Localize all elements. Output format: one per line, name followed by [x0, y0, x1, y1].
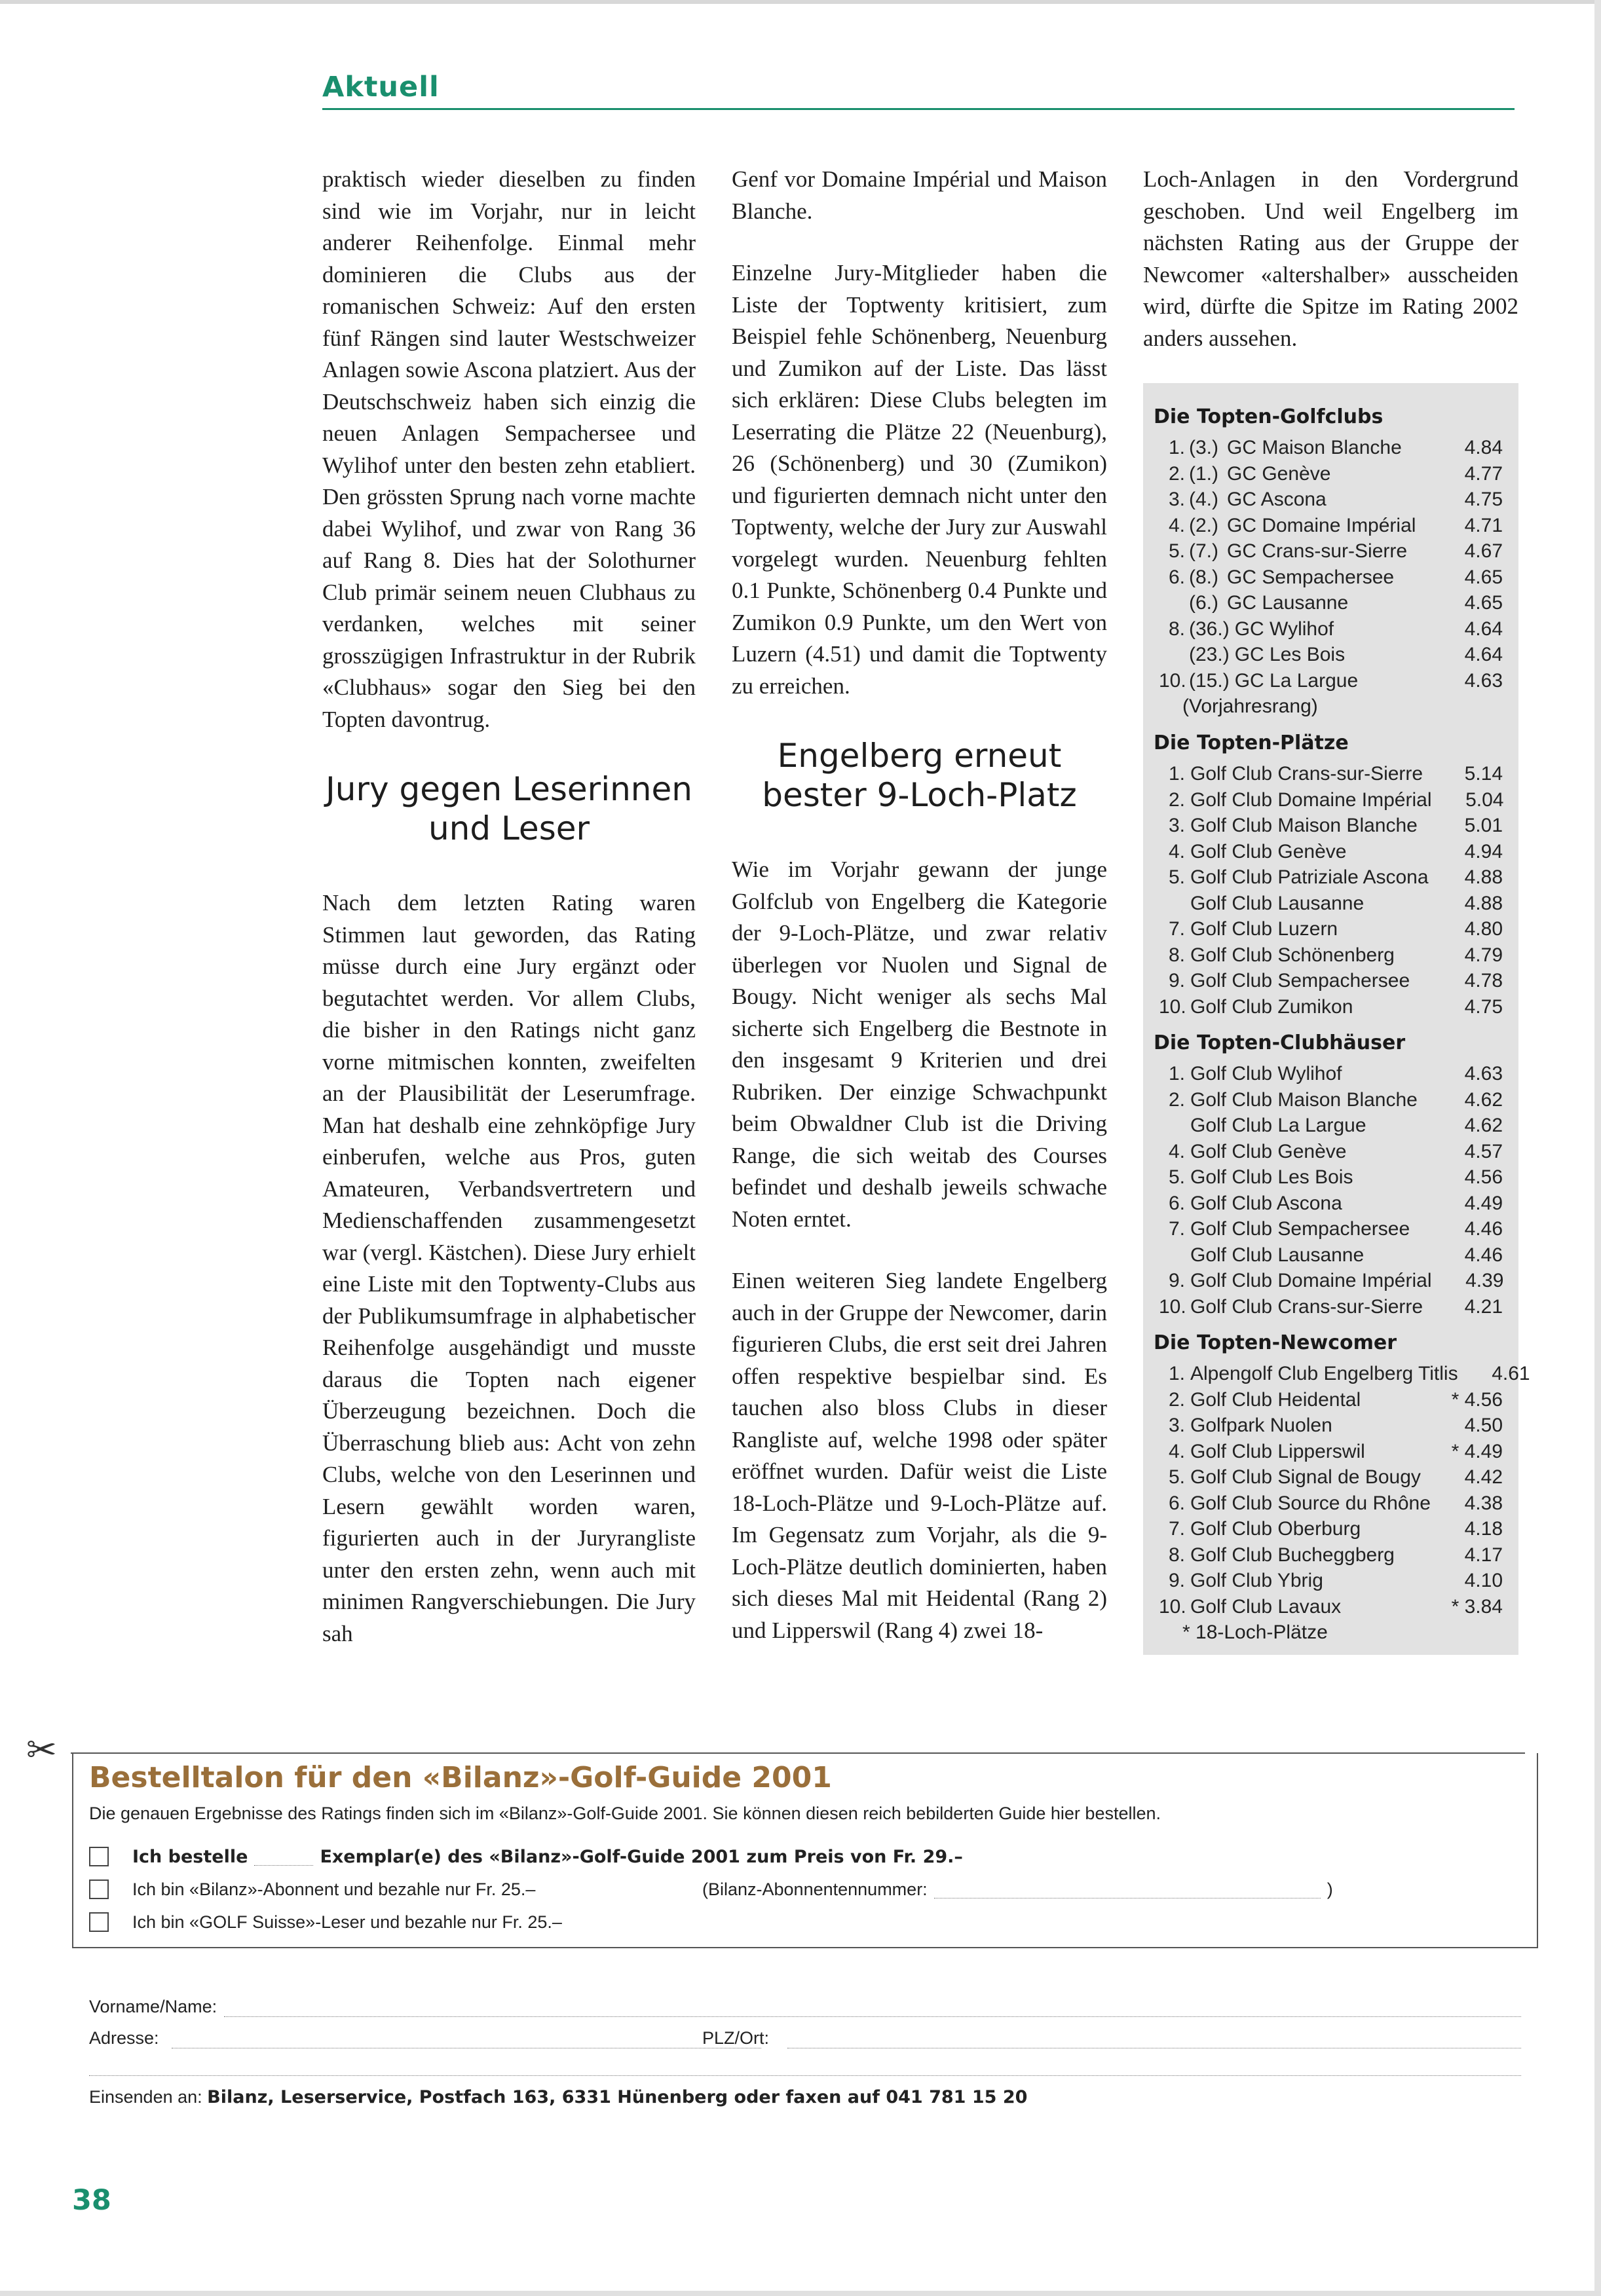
order-coupon	[72, 1753, 1538, 2107]
ranking-row	[1143, 435, 1518, 461]
ranking-score: 5.01	[1464, 815, 1503, 836]
ranking-rank: 8.	[1168, 1544, 1185, 1566]
ranking-club-name: GC Ascona	[1227, 489, 1327, 510]
subheading-engelberg: Engelberg erneut bester 9-Loch-Platz	[762, 737, 1077, 814]
ranking-rank: 6.	[1168, 566, 1185, 588]
ranking-row	[1143, 461, 1518, 487]
ranking-row	[1143, 1361, 1530, 1387]
checkbox-golf-suisse-reader[interactable]	[89, 1912, 109, 1932]
ranking-score: 4.64	[1464, 644, 1503, 665]
ranking-score: 4.61	[1492, 1363, 1530, 1384]
ranking-row	[1143, 1164, 1518, 1191]
ranking-rank: 4.	[1168, 840, 1185, 862]
ranking-row	[1143, 565, 1518, 591]
scan-edge-right	[1594, 0, 1601, 2296]
ranking-row	[1143, 1491, 1518, 1517]
ranking-row	[1143, 668, 1518, 694]
send-address	[89, 2087, 1027, 2107]
ranking-rank	[1159, 642, 1185, 668]
page-number: 38	[72, 2184, 111, 2217]
send-label: Einsenden an:	[89, 2087, 202, 2107]
ranking-row	[1143, 1191, 1518, 1217]
ranking-club-name: Golf Club Source du Rhône	[1190, 1492, 1431, 1514]
ranking-rank: 2.	[1168, 1388, 1185, 1411]
ranking-score: 4.80	[1464, 918, 1503, 940]
ranking-score: 4.71	[1464, 514, 1503, 536]
article-column-1	[322, 164, 696, 1665]
ranking-club-name: Golf Club La Largue	[1190, 1115, 1366, 1136]
ranking-rank	[1159, 1242, 1185, 1268]
ranking-club-name: Golf Club Domaine Impérial	[1190, 1270, 1432, 1291]
ranking-rank: 5.	[1168, 866, 1185, 888]
ranking-row	[1143, 968, 1518, 994]
ranking-club-name: Golf Club Oberburg	[1190, 1518, 1361, 1540]
ranking-club-name: Golf Club Luzern	[1190, 918, 1338, 940]
ranking-rank: 2.	[1168, 788, 1185, 811]
ranking-previous-rank: (2.)	[1189, 514, 1218, 536]
ranking-club-name: GC Lausanne	[1227, 592, 1349, 614]
subscriber-number-close: )	[1327, 1879, 1333, 1899]
ranking-row	[1143, 1268, 1518, 1294]
ranking-title-clubhaeuser: Die Topten-Clubhäuser	[1154, 1031, 1406, 1054]
address-label: Adresse:	[89, 2028, 159, 2048]
ranking-row	[1143, 787, 1518, 813]
ranking-club-name: Golf Club Genève	[1190, 840, 1347, 862]
ranking-score: * 4.56	[1451, 1388, 1503, 1411]
ranking-score: 4.75	[1464, 489, 1503, 510]
coupon-divider	[89, 2075, 1521, 2076]
scissors-icon: ✂	[26, 1730, 57, 1771]
ranking-rank: 3.	[1168, 1415, 1185, 1436]
ranking-score: 4.18	[1464, 1518, 1503, 1540]
ranking-score: 4.38	[1464, 1492, 1503, 1514]
ranking-row	[1143, 1439, 1518, 1465]
paragraph: Nach dem letzten Rating waren Stimmen laut geworden, das Rating müsse durch eine Jury ergänzt oder begutachtet werden. Vor allem Clubs, die bisher in den Ratings nicht ganz vorne mitmischen konnten, zweifelten an der Plausibilität der Leserumfrage. Man hat deshalb eine zehnköpfige Jury einberufen, welche aus Pros, guten Amateuren, Verbandsvertretern und Medienschaffenden zusammengesetzt war (vergl. Kästchen). Diese Jury erhielt eine Liste mit den Toptwenty-Clubs aus der Publikumsumfrage in alphabetischer Reihenfolge ausgehändigt und musste daraus die Topten nach eigener Überzeugung bezeichnen. Doch die Überraschung blieb aus: Acht von zehn Clubs, welche von den Leserinnen und Lesern gewählt worden waren, figurierten auch in der Juryrangliste unter den ersten zehn, wenn auch mit minimen Rangverschiebungen. Die Jury sah	[322, 890, 696, 1646]
ranking-score: 4.67	[1464, 540, 1503, 562]
ranking-rank	[1159, 590, 1185, 616]
ranking-score: 4.77	[1464, 462, 1503, 485]
ranking-previous-rank: (23.)	[1189, 644, 1230, 665]
ranking-club-name: GC Domaine Impérial	[1227, 514, 1416, 536]
ranking-row	[1143, 1387, 1518, 1413]
scan-edge-top	[0, 0, 1601, 4]
ranking-score: 4.46	[1464, 1218, 1503, 1240]
ranking-title-plaetze: Die Topten-Plätze	[1154, 731, 1349, 754]
ranking-rank: 4.	[1168, 514, 1185, 536]
ranking-row	[1143, 839, 1518, 865]
section-rule	[322, 108, 1515, 110]
name-field[interactable]	[224, 2016, 1521, 2017]
ranking-previous-rank: (15.)	[1189, 669, 1230, 692]
ranking-club-name: GC La Largue	[1234, 669, 1359, 692]
ranking-list-golfclubs	[1143, 435, 1518, 694]
ranking-score: 4.79	[1464, 944, 1503, 966]
ranking-list-plaetze	[1143, 761, 1518, 1020]
ranking-score: 4.88	[1464, 892, 1503, 914]
ranking-row	[1143, 1464, 1518, 1491]
ranking-rank: 1.	[1168, 763, 1185, 785]
ranking-rank: 10.	[1159, 1295, 1186, 1318]
ranking-rank: 7.	[1168, 1518, 1185, 1540]
order-option-2-label: Ich bin «Bilanz»-Abonnent und bezahle nur Fr. 25.–	[132, 1879, 536, 1899]
ranking-row	[1143, 487, 1518, 513]
ranking-score: 4.63	[1464, 669, 1503, 692]
ranking-rank: 2.	[1168, 462, 1185, 485]
ranking-rank: 1.	[1168, 1063, 1185, 1084]
ranking-row	[1143, 1087, 1518, 1113]
ranking-club-name: Golf Club Lausanne	[1190, 892, 1365, 914]
subscriber-number-field[interactable]	[934, 1881, 1321, 1898]
ranking-score: 4.49	[1464, 1192, 1503, 1214]
ranking-club-name: Golf Club Lavaux	[1190, 1595, 1342, 1618]
ranking-previous-rank: (6.)	[1189, 592, 1218, 614]
checkbox-order-copies[interactable]	[89, 1847, 109, 1866]
article-column-2	[732, 164, 1107, 1662]
ranking-rank	[1159, 1113, 1185, 1139]
ranking-club-name: Golf Club Patriziale Ascona	[1190, 866, 1429, 888]
ranking-club-name: GC Wylihof	[1234, 618, 1334, 640]
ranking-row	[1143, 994, 1518, 1020]
ranking-list-clubhaeuser	[1143, 1061, 1518, 1320]
ranking-club-name: Golf Club Genève	[1190, 1140, 1347, 1162]
ranking-row	[1143, 864, 1518, 891]
ranking-score: 4.17	[1464, 1544, 1503, 1566]
ranking-club-name: Golf Club Heidental	[1190, 1388, 1361, 1411]
ranking-rank: 10.	[1159, 1595, 1186, 1618]
ranking-club-name: Golf Club Schönenberg	[1190, 944, 1395, 966]
ranking-club-name: GC Crans-sur-Sierre	[1227, 540, 1408, 562]
ranking-row	[1143, 538, 1518, 565]
ranking-score: 4.10	[1464, 1570, 1503, 1591]
section-label: Aktuell	[322, 71, 440, 103]
ranking-club-name: Golf Club Domaine Impérial	[1190, 788, 1432, 811]
ranking-rank: 6.	[1168, 1192, 1185, 1214]
ranking-rank: 7.	[1168, 918, 1185, 940]
ranking-score: 4.62	[1464, 1115, 1503, 1136]
paragraph: Genf vor Domaine Impérial und Maison Blanche.	[732, 166, 1107, 224]
ranking-score: 4.21	[1464, 1295, 1503, 1318]
ranking-previous-rank: (3.)	[1189, 437, 1218, 458]
order-option-3	[89, 1909, 1521, 1935]
paragraph: Wie im Vorjahr gewann der junge Golfclub von Engelberg die Kategorie der 9-Loch-Plätze, und zwar relativ überlegen vor Nuolen und Signal de Bougy. Nicht weniger als sechs Mal sicherte sich Engelberg die Bestnote in den insgesamt 9 Kriterien und drei Rubriken. Der einzige Schwachpunkt beim Obwaldner Club ist die Driving Range, die sich weitab des Courses befindet und deshalb jeweils schwache Noten erntet.	[732, 857, 1107, 1232]
ranking-row	[1143, 1061, 1518, 1087]
ranking-score: 4.62	[1464, 1088, 1503, 1111]
ranking-score: 4.84	[1464, 437, 1503, 458]
order-option-3-label: Ich bin «GOLF Suisse»-Leser und bezahle nur Fr. 25.–	[132, 1912, 562, 1932]
ranking-previous-rank: (7.)	[1189, 540, 1218, 562]
ranking-row	[1143, 813, 1518, 839]
order-option-2	[89, 1876, 1521, 1902]
subscriber-number-label: (Bilanz-Abonnentennummer:	[702, 1879, 928, 1899]
ranking-row	[1143, 891, 1518, 917]
quantity-field[interactable]	[254, 1848, 313, 1866]
ranking-rank: 5.	[1168, 1166, 1185, 1188]
ranking-club-name: GC Maison Blanche	[1227, 437, 1402, 458]
ranking-score: 4.63	[1464, 1063, 1503, 1084]
ranking-score: * 3.84	[1451, 1595, 1503, 1618]
ranking-score: 4.46	[1464, 1244, 1503, 1266]
ranking-rank: 9.	[1168, 1270, 1185, 1291]
ranking-rank: 1.	[1168, 1363, 1185, 1384]
ranking-row	[1143, 761, 1518, 787]
ranking-club-name: Golf Club Crans-sur-Sierre	[1190, 763, 1423, 785]
ranking-row	[1143, 1568, 1518, 1594]
ranking-score: 4.78	[1464, 970, 1503, 991]
plz-label: PLZ/Ort:	[702, 2028, 770, 2048]
ranking-club-name: GC Sempachersee	[1227, 566, 1395, 588]
ranking-rank: 3.	[1168, 815, 1185, 836]
ranking-row	[1143, 513, 1518, 539]
ranking-club-name: GC Genève	[1227, 462, 1331, 485]
paragraph: Einzelne Jury-Mitglieder haben die Liste der Toptwenty kritisiert, zum Beispiel fehle Schönenberg, Neuenburg und Zumikon auf der Liste. Das lässt sich erklären: Diese Clubs belegten im Leserrating die Plätze 22 (Neuenburg), 26 (Schönenberg) und 30 (Zumikon) und figurierten demnach nicht unter den Toptwenty, welche der Jury zur Auswahl vorgelegt wurden. Neuenburg fehlten 0.1 Punkte, Schönenberg 0.4 Punkte und Zumikon 0.9 Punkte, um den Wert von Luzern (4.51) und damit die Toptwenty zu erreichen.	[732, 260, 1107, 699]
ranking-score: 4.42	[1464, 1466, 1503, 1488]
ranking-club-name: Golf Club Sempachersee	[1190, 970, 1410, 991]
ranking-club-name: Golf Club Wylihof	[1190, 1063, 1342, 1084]
ranking-club-name: Golf Club Sempachersee	[1190, 1218, 1410, 1240]
ranking-previous-rank: (1.)	[1189, 462, 1218, 485]
ranking-rank: 6.	[1168, 1492, 1185, 1514]
ranking-row	[1143, 1216, 1518, 1242]
ranking-score: 4.65	[1464, 566, 1503, 588]
ranking-row	[1143, 1542, 1518, 1568]
ranking-club-name: Golfpark Nuolen	[1190, 1415, 1332, 1436]
paragraph: Loch-Anlagen in den Vordergrund geschoben. Und weil Engelberg im nächsten Rating aus der Gruppe der Newcomer «altershalber» ausscheiden wird, dürfte die Spitze im Rating 2002 anders aussehen.	[1143, 166, 1518, 351]
ranking-row	[1143, 1516, 1518, 1542]
scan-edge-bottom	[0, 2291, 1601, 2296]
ranking-row	[1143, 916, 1518, 942]
order-option-1-end: Exemplar(e) des «Bilanz»-Golf-Guide 2001 zum Preis von Fr. 29.–	[320, 1846, 963, 1867]
send-text: Bilanz, Leserservice, Postfach 163, 6331 Hünenberg oder faxen auf 041 781 15 20	[207, 2087, 1028, 2107]
ranking-rank: 5.	[1168, 1466, 1185, 1488]
ranking-previous-rank: (36.)	[1189, 618, 1230, 640]
order-title: Bestelltalon für den «Bilanz»-Golf-Guide 2001	[89, 1761, 832, 1794]
ranking-score: 5.14	[1464, 763, 1503, 785]
ranking-rank: 4.	[1168, 1440, 1185, 1462]
ranking-score: 4.57	[1464, 1140, 1503, 1162]
ranking-score: 4.50	[1464, 1415, 1503, 1436]
ranking-club-name: Golf Club Maison Blanche	[1190, 1088, 1418, 1111]
ranking-row	[1143, 1594, 1518, 1620]
ranking-club-name: Golf Club Crans-sur-Sierre	[1190, 1295, 1423, 1318]
ranking-club-name: Golf Club Bucheggberg	[1190, 1544, 1395, 1566]
ranking-score: 5.04	[1465, 788, 1504, 811]
ranking-score: 4.88	[1464, 866, 1503, 888]
ranking-score: 4.39	[1465, 1270, 1504, 1291]
ranking-club-name: Golf Club Lausanne	[1190, 1244, 1365, 1266]
order-intro: Die genauen Ergebnisse des Ratings finden sich im «Bilanz»-Golf-Guide 2001. Sie können diesen reich bebilderten Guide hier bestellen.	[89, 1804, 1161, 1823]
ranking-rank: 8.	[1168, 944, 1185, 966]
ranking-club-name: Golf Club Ascona	[1190, 1192, 1342, 1214]
rankings-box	[1143, 383, 1530, 1655]
ranking-row	[1143, 1139, 1518, 1165]
order-option-1-start: Ich bestelle	[132, 1846, 248, 1867]
ranking-club-name: Golf Club Maison Blanche	[1190, 815, 1418, 836]
article-column-3	[1143, 164, 1518, 370]
ranking-club-name: Golf Club Les Bois	[1190, 1166, 1353, 1188]
ranking-previous-rank: (4.)	[1189, 489, 1218, 510]
ranking-row	[1143, 642, 1518, 668]
paragraph: Einen weiteren Sieg landete Engelberg auch in der Gruppe der Newcomer, darin figurieren Clubs, die erst seit drei Jahren offen respektive bespielbar sind. Es tauchen also bloss Clubs in dieser Rangliste auf, welche 1998 oder später eröffnet wurden. Dafür weist die Liste 18-Loch-Plätze und 9-Loch-Plätze auf. Im Gegensatz zum Vorjahr, als die 9-Loch-Plätze deutlich dominierten, haben sich dieses Mal mit Heidental (Rang 2) und Lipperswil (Rang 4) zwei 18-	[732, 1268, 1107, 1643]
ranking-row	[1143, 590, 1518, 616]
ranking-row	[1143, 1413, 1518, 1439]
ranking-score: 4.75	[1464, 995, 1503, 1018]
ranking-score: 4.94	[1464, 840, 1503, 862]
ranking-title-newcomer: Die Topten-Newcomer	[1154, 1331, 1397, 1354]
ranking-note-18-loch: * 18-Loch-Plätze	[1182, 1621, 1328, 1643]
ranking-list-newcomer	[1143, 1361, 1530, 1620]
ranking-rank: 1.	[1168, 437, 1185, 458]
ranking-note-vorjahresrang: (Vorjahresrang)	[1182, 695, 1318, 717]
ranking-score: 4.56	[1464, 1166, 1503, 1188]
ranking-club-name: Golf Club Lipperswil	[1190, 1440, 1365, 1462]
ranking-rank: 7.	[1168, 1218, 1185, 1240]
ranking-rank: 10.	[1159, 669, 1186, 692]
ranking-club-name: Alpengolf Club Engelberg Titlis	[1190, 1363, 1458, 1384]
ranking-club-name: Golf Club Ybrig	[1190, 1570, 1323, 1591]
ranking-rank: 4.	[1168, 1140, 1185, 1162]
ranking-row	[1143, 942, 1518, 969]
ranking-rank: 8.	[1168, 618, 1185, 640]
paragraph: praktisch wieder dieselben zu finden sind wie im Vorjahr, nur in leicht anderer Reihenfolge. Einmal mehr dominieren die Clubs aus der romanischen Schweiz: Auf den ersten fünf Rängen sind lauter Westschweizer Anlagen sowie Ascona platziert. Aus der Deutschschweiz haben sich einzig die neuen Anlagen Sempachersee und Wylihof unter den besten zehn etabliert. Den grössten Sprung nach vorne machte dabei Wylihof, und zwar von Rang 36 auf Rang 8. Dies hat der Solothurner Club primär seinem neuen Clubhaus zu verdanken, welches mit seiner grosszügigen Infrastruktur in der Rubrik «Clubhaus» sogar den Sieg bei den Topten davontrug.	[322, 166, 696, 732]
ranking-score: * 4.49	[1451, 1440, 1503, 1462]
ranking-rank: 10.	[1159, 995, 1186, 1018]
name-label: Vorname/Name:	[89, 1997, 217, 2016]
ranking-rank: 2.	[1168, 1088, 1185, 1111]
ranking-row	[1143, 1113, 1518, 1139]
ranking-row	[1143, 616, 1518, 642]
ranking-rank: 3.	[1168, 489, 1185, 510]
ranking-club-name: Golf Club Zumikon	[1190, 995, 1353, 1018]
ranking-rank: 5.	[1168, 540, 1185, 562]
ranking-rank: 9.	[1168, 1570, 1185, 1591]
ranking-score: 4.65	[1464, 592, 1503, 614]
ranking-club-name: Golf Club Signal de Bougy	[1190, 1466, 1421, 1488]
ranking-rank	[1159, 891, 1185, 917]
ranking-score: 4.64	[1464, 618, 1503, 640]
ranking-row	[1143, 1242, 1518, 1268]
checkbox-bilanz-subscriber[interactable]	[89, 1879, 109, 1899]
ranking-title-golfclubs: Die Topten-Golfclubs	[1154, 405, 1384, 428]
ranking-row	[1143, 1294, 1518, 1320]
ranking-club-name: GC Les Bois	[1234, 644, 1346, 665]
order-option-1	[89, 1843, 1521, 1870]
subheading-jury: Jury gegen Leserinnen und Leser	[326, 770, 692, 847]
ranking-rank: 9.	[1168, 970, 1185, 991]
ranking-previous-rank: (8.)	[1189, 566, 1218, 588]
